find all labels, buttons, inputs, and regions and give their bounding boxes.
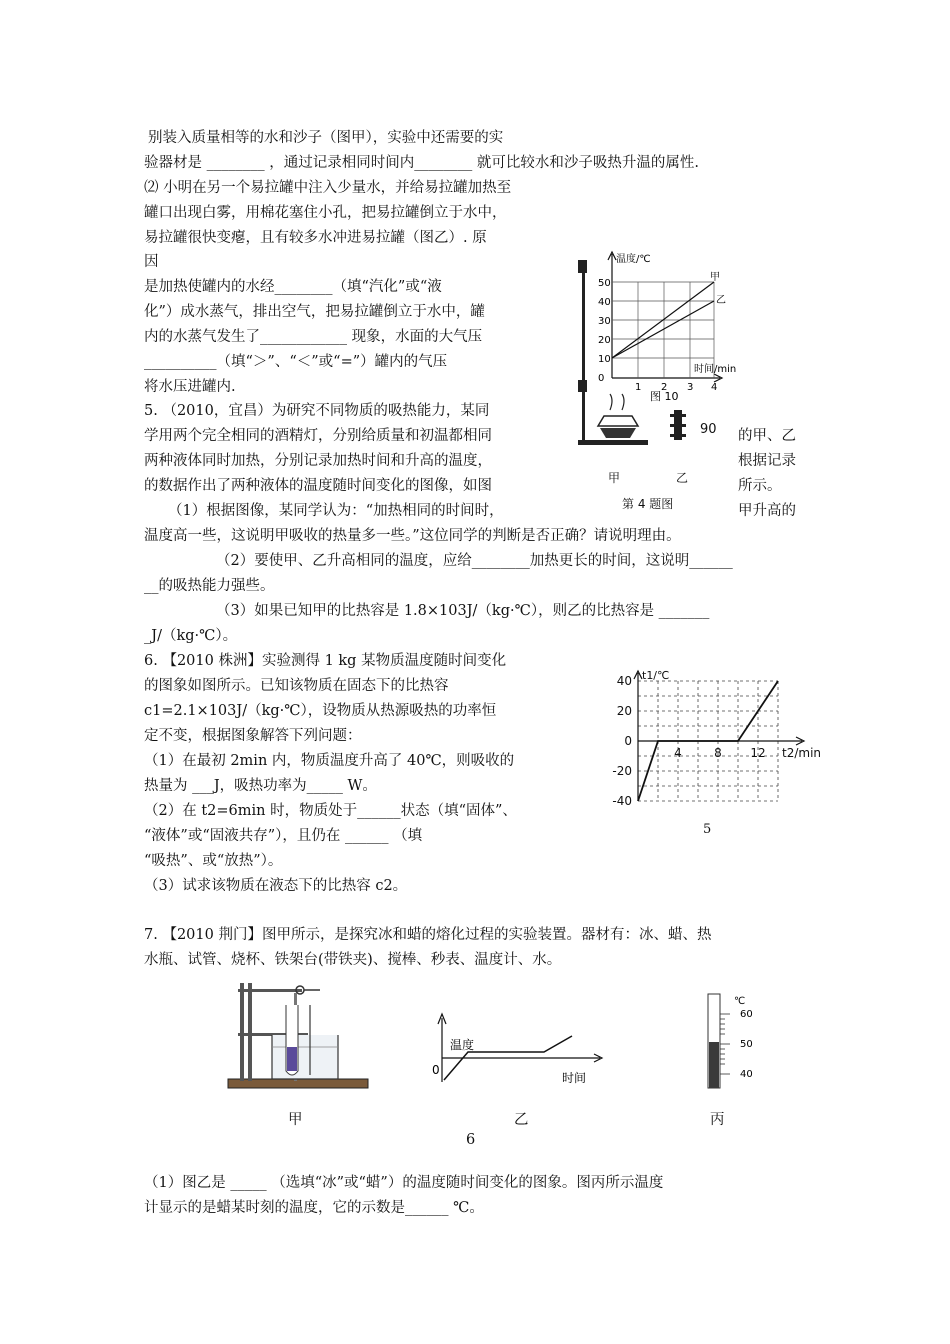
p4-line-8: 化”）成水蒸气，排出空气，把易拉罐倒立于水中，罐 [144,304,485,320]
x-tick-label: 12 [750,746,766,760]
ytick: 20 [598,335,611,346]
figure-bing-thermometer [690,990,780,1090]
p5-line-2a: 学用两个完全相同的酒精灯，分别给质量和初温都相同 [144,428,492,444]
p4-line-7: 是加热使罐内的水经________（填“汽化”或“液 [144,279,442,295]
p6-line-7: （2）在 t2=6min 时，物质处于______状态（填“固体”、 [144,803,517,819]
p4-line-1: 别装入质量相等的水和沙子（图甲），实验中还需要的实 [148,130,504,146]
p6-line-2: 的图象如图所示。已知该物质在固态下的比热容 [144,678,449,694]
p5-line-3b: 根据记录 [738,453,796,469]
yi-origin: 0 [432,1063,440,1077]
p7-line-1: 7. 【2010 荆门】图甲所示，是探究冰和蜡的熔化过程的实验装置。器材有：冰、蜡、热 [144,927,712,943]
caption-jia: 甲 [288,1112,303,1128]
p4-line-3: ⑵ 小明在另一个易拉罐中注入少量水，并给易拉罐加热至 [144,180,512,196]
graph-10-ylabel: 温度/℃ [616,254,651,265]
p4-line-2: 验器材是 ________ ，通过记录相同时间内________ 就可比较水和沙子吸热升温的属性. [144,155,699,171]
p6-line-8: “液体”或“固液共存”），且仍在 ______ （填 [144,828,423,844]
p5-line-3a: 两种液体同时加热，分别记录加热时间和升高的温度， [144,453,492,469]
p5-line-8: __的吸热能力强些。 [144,578,275,594]
x-tick-label: 4 [674,746,682,760]
figure-6-number: 6 [466,1132,476,1148]
chart-axes [634,671,804,801]
curve-yi-label: 乙 [716,295,726,306]
figure-yi-graph [420,1010,610,1095]
p5-line-1: 5. （2010，宜昌）为研究不同物质的吸热能力，某同 [144,403,490,419]
p6-line-5: （1）在最初 2min 内，物质温度升高了 40℃，则吸收的 [144,753,515,769]
p5-line-7: （2）要使甲、乙升高相同的温度，应给________加热更长的时间，这说明______ [216,553,733,569]
p5-line-2b: 的甲、乙 [738,428,796,444]
ytick: 0 [598,373,605,384]
ytick: 30 [598,316,611,327]
graph-10-xlabel: 时间/min [694,364,737,375]
y-tick-label: -20 [612,764,632,778]
p4-line-9: 内的水蒸气发生了____________ 现象，水面的大气压 [144,329,483,345]
figure-jia-apparatus [200,975,380,1095]
curve-jia-label: 甲 [710,272,720,283]
y-axis-label: t1/℃ [642,669,670,682]
p5-line-4a: 的数据作出了两种液体的温度随时间变化的图像，如图 [144,478,492,494]
x-tick-label: 8 [714,746,722,760]
p5-line-6: 温度高一些，这说明甲吸收的热量多一些。”这位同学的判断是否正确？请说明理由。 [144,528,681,544]
p7-question-1: （1）图乙是 _____ （选填“冰”或“蜡”）的温度随时间变化的图象。图丙所示温度 [144,1175,664,1191]
xtick: 1 [635,382,642,393]
p7-question-2: 计显示的是蜡某时刻的温度，它的示数是______ ℃。 [144,1200,484,1216]
bing-tick: 50 [740,1039,753,1050]
label-jia: 甲 [608,471,621,485]
p6-line-10: （3）试求该物质在液态下的比热容 c2。 [144,878,408,894]
bing-unit: ℃ [734,996,746,1007]
y-tick-label: 0 [624,734,632,748]
p4-line-6: 因 [144,254,159,270]
ytick: 40 [598,297,611,308]
thermometer-reading: 90 [700,422,717,437]
p4-line-5: 易拉罐很快变瘪，且有较多水冲进易拉罐（图乙）. 原 [144,230,487,246]
curve-yi [612,301,714,358]
temperature-time-chart [580,665,840,830]
graph-10-title: 图 10 [650,390,679,403]
xtick: 2 [661,382,668,393]
caption-yi: 乙 [514,1112,529,1128]
graph-10 [598,252,736,403]
p5-line-5a: （1）根据图像，某同学认为：“加热相同的时间时， [168,503,504,519]
ytick: 50 [598,278,611,289]
p4-line-4: 罐口出现白雾，用棉花塞住小孔，把易拉罐倒立于水中， [144,205,507,221]
p5-line-9: （3）如果已知甲的比热容是 1.8×103J/（kg·℃），则乙的比热容是 _______ [216,603,710,619]
p5-line-4b: 所示。 [738,478,782,494]
label-yi: 乙 [676,471,689,485]
p5-line-10: _J/（kg·℃）。 [144,628,238,644]
p4-line-10: __________（填“＞”、“＜”或“=”）罐内的气压 [144,354,448,370]
mercury-column [709,1042,719,1088]
p4-line-11: 将水压进罐内. [144,379,236,395]
bing-tick: 40 [740,1069,753,1080]
p5-line-5b: 甲升高的 [738,503,796,519]
p6-line-3: c1=2.1×103J/（kg·℃），设物质从热源吸热的功率恒 [144,703,497,719]
p7-line-2: 水瓶、试管、烧杯、铁架台(带铁夹)、搅棒、秒表、温度计、水。 [144,952,562,968]
p6-line-1: 6. 【2010 株洲】实验测得 1 kg 某物质温度随时间变化 [144,653,507,669]
p6-line-9: “吸热”、或“放热”）。 [144,853,283,869]
xtick: 3 [687,382,694,393]
p6-line-6: 热量为 ___J，吸热功率为_____ W。 [144,778,377,794]
chart-labels [612,669,821,808]
figure-4-caption: 第 4 题图 [622,497,674,511]
xtick: 4 [711,382,718,393]
figure-5-caption: 5 [703,822,712,837]
y-tick-label: 20 [616,704,632,718]
p6-line-4: 定不变，根据图象解答下列问题： [144,728,362,744]
bing-tick: 60 [740,1009,753,1020]
x-axis-label: t2/min [782,746,822,760]
y-tick-label: 40 [616,674,632,688]
ytick: 10 [598,354,611,365]
yi-xlabel: 时间 [562,1071,587,1085]
caption-bing: 丙 [710,1112,725,1128]
y-tick-label: -40 [612,794,632,808]
yi-ylabel: 温度 [450,1038,475,1052]
